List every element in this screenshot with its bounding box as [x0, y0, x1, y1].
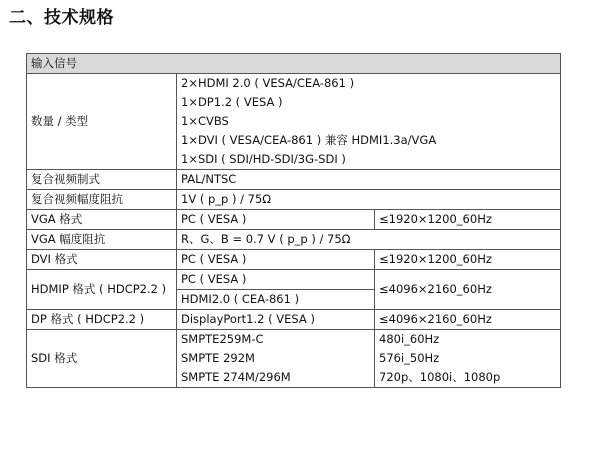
table-row: [27, 210, 561, 230]
row-resolution: ≤4096×2160_60Hz: [375, 310, 561, 330]
row-value: PAL/NTSC: [177, 170, 561, 190]
row-label: 复合视频幅度阻抗: [27, 190, 177, 210]
list-item: 2×HDMI 2.0 ( VESA/CEA-861 ): [181, 76, 355, 90]
spec-table: [26, 53, 561, 388]
row-value: 1V ( p_p ) / 75Ω: [177, 190, 561, 210]
row-resolution: ≤4096×2160_60Hz: [375, 270, 561, 310]
row-value: R、G、B = 0.7 V ( p_p ) / 75Ω: [177, 230, 561, 250]
row-standard-list: [177, 330, 375, 388]
table-row: [27, 330, 561, 388]
section-header: 输入信号: [27, 54, 561, 74]
row-label: HDMIP 格式 ( HDCP2.2 ): [27, 270, 177, 310]
row-standard: PC ( VESA ): [177, 270, 375, 290]
section-heading: 二、技术规格: [9, 8, 114, 28]
row-resolution: ≤1920×1200_60Hz: [375, 250, 561, 270]
table-row: [27, 310, 561, 330]
list-item: SMPTE 292M: [181, 351, 255, 365]
row-label: 复合视频制式: [27, 170, 177, 190]
row-label: DVI 格式: [27, 250, 177, 270]
list-item: SMPTE259M-C: [181, 332, 264, 346]
table-row: [27, 250, 561, 270]
row-standard: HDMI2.0 ( CEA-861 ): [177, 290, 375, 310]
list-item: 480i_60Hz: [379, 332, 440, 346]
row-standard: PC ( VESA ): [177, 250, 375, 270]
table-row: [27, 270, 561, 290]
list-item: 576i_50Hz: [379, 351, 440, 365]
row-label: VGA 格式: [27, 210, 177, 230]
table-row: [27, 230, 561, 250]
list-item: 1×DP1.2 ( VESA ): [181, 95, 283, 109]
list-item: 1×CVBS: [181, 114, 229, 128]
list-item: 720p、1080i、1080p: [379, 370, 501, 384]
row-label: DP 格式 ( HDCP2.2 ): [27, 310, 177, 330]
row-label: 数量 / 类型: [27, 74, 177, 170]
table-row: [27, 74, 561, 170]
table-row: [27, 54, 561, 74]
list-item: 1×DVI ( VESA/CEA-861 ) 兼容 HDMI1.3a/VGA: [181, 133, 437, 147]
row-value-list: [177, 74, 561, 170]
row-standard: DisplayPort1.2 ( VESA ): [177, 310, 375, 330]
row-resolution: ≤1920×1200_60Hz: [375, 210, 561, 230]
table-row: [27, 170, 561, 190]
row-label: VGA 幅度阻抗: [27, 230, 177, 250]
row-resolution-list: [375, 330, 561, 388]
row-standard: PC ( VESA ): [177, 210, 375, 230]
list-item: 1×SDI ( SDI/HD-SDI/3G-SDI ): [181, 152, 346, 166]
list-item: SMPTE 274M/296M: [181, 370, 291, 384]
row-label: SDI 格式: [27, 330, 177, 388]
table-row: [27, 190, 561, 210]
